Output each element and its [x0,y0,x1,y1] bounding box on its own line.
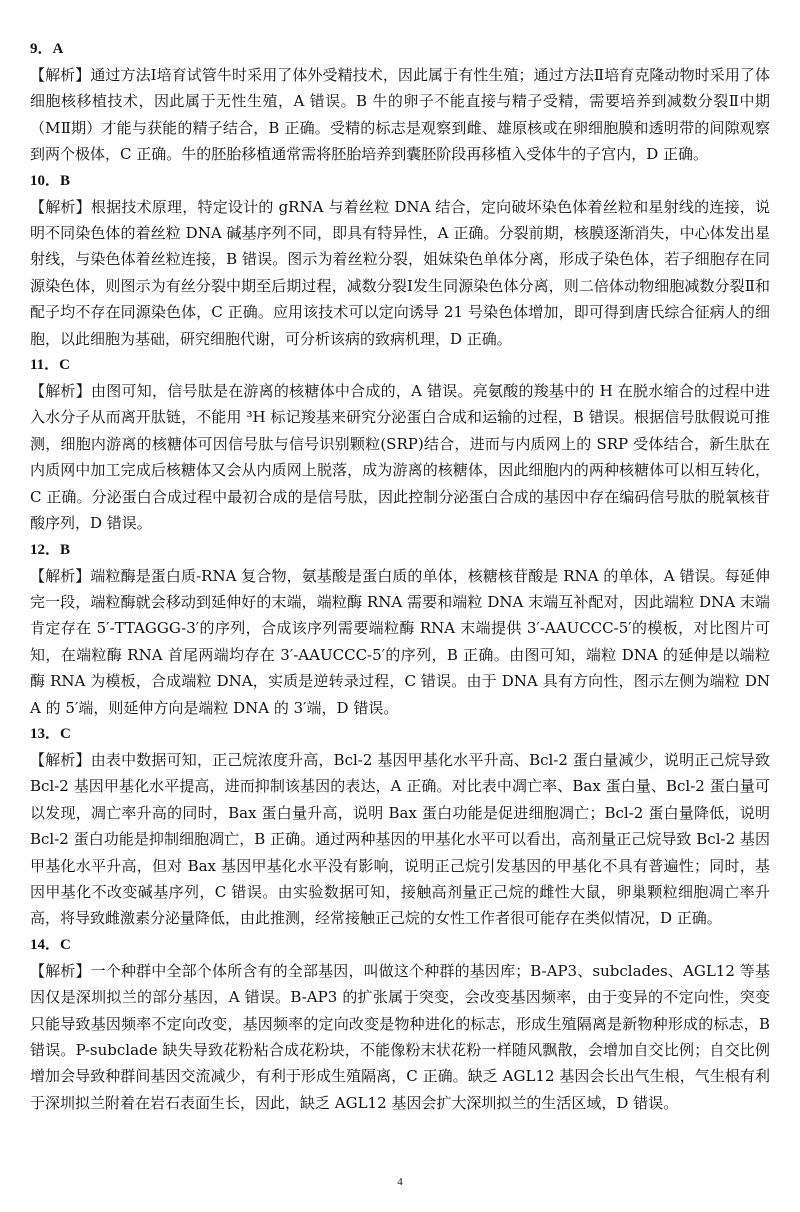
analysis-tag: 【解析】 [30,750,91,769]
explanation [30,378,770,536]
analysis-tag: 【解析】 [30,66,91,84]
answer-page [30,36,770,1116]
explanation [30,747,770,932]
answer-item-11 [30,352,770,536]
analysis-tag: 【解析】 [30,566,91,585]
explanation [30,958,770,1116]
question-number: 11．C [30,357,71,374]
analysis-tag: 【解析】 [30,961,91,980]
explanation [30,563,770,721]
answer-item-12 [30,537,770,721]
explanation-text: 一个种群中全部个体所含有的全部基因，叫做这个种群的基因库；B-AP3、subclades、AGL12 等基因仅是深圳拟兰的部分基因，A 错误。B-AP3 的扩张属于突变，会改变基因频率，由于变异的不定向性，突变只能导致基因频率不定向改变，基因频率的定向改变是物种进化的标志，形成生殖隔离是新物种形成的标志，B 错误。P-subclade 缺失导致花粉粘合成花粉块，不能像粉末状花粉一样随风飘散，会增加自交比例；自交比例增加会导致种群间基因交流减少，有利于形成生殖隔离，C 正确。缺乏 AGL12 基因会长出气生根，气生根有利于深圳拟兰附着在岩石表面生长，因此，缺乏 AGL12 基因会扩大深圳拟兰的生活区域，D 错误。 [30,961,770,1112]
analysis-tag: 【解析】 [30,197,91,216]
explanation-text: 端粒酶是蛋白质-RNA 复合物，氨基酸是蛋白质的单体，核糖核苷酸是 RNA 的单体，A 错误。每延伸完一段，端粒酶就会移动到延伸好的末端，端粒酶 RNA 需要和端粒 DNA 末端互补配对，因此端粒 DNA 末端肯定存在 5′-TTAGGG-3′的序列，合成该序列需要端粒酶 RNA 末端提供 3′-AAUCCC-5′的模板，对比图片可知，在端粒酶 RNA 首尾两端均存在 3′-AAUCCC-5′的序列，B 正确。由图可知，端粒 DNA 的延伸是以端粒酶 RNA 为模板，合成端粒 DNA，实质是逆转录过程，C 错误。由于 DNA 具有方向性，图示左侧为端粒 DNA 的 5′端，则延伸方向是端粒 DNA 的 3′端，D 错误。 [30,566,770,717]
question-number: 9．A [30,41,64,57]
analysis-tag: 【解析】 [30,382,91,401]
question-number: 12．B [30,541,71,558]
explanation-text: 由图可知，信号肽是在游离的核糖体中合成的，A 错误。亮氨酸的羧基中的 H 在脱水缩合的过程中进入水分子从而离开肽链，不能用 ³H 标记羧基来研究分泌蛋白合成和运输的过程，B 错误。根据信号肽假说可推测，细胞内游离的核糖体可因信号肽与信号识别颗粒(SRP)结合，进而与内质网上的 SRP 受体结合，新生肽在内质网中加工完成后核糖体又会从内质网上脱落，成为游离的核糖体，因此细胞内的两种核糖体可以相互转化，C 正确。分泌蛋白合成过程中最初合成的是信号肽，因此控制分泌蛋白合成的基因中存在编码信号肽的脱氧核苷酸序列，D 错误。 [30,382,770,533]
answer-item-14 [30,932,770,1116]
question-number: 13．C [30,725,71,742]
answer-item-10 [30,168,770,352]
answer-item-13 [30,721,770,932]
explanation-text: 根据技术原理，特定设计的 gRNA 与着丝粒 DNA 结合，定向破坏染色体着丝粒和星射线的连接，说明不同染色体的着丝粒 DNA 碱基序列不同，即具有特异性，A 正确。分裂前期，核膜逐渐消失，中心体发出星射线，与染色体着丝粒连接，B 错误。图示为着丝粒分裂，姐妹染色单体分离，形成子染色体，若子细胞存在同源染色体，则图示为有丝分裂中期至后期过程，减数分裂Ⅰ发生同源染色体分离，则二倍体动物细胞减数分裂Ⅱ和配子均不存在同源染色体，C 正确。应用该技术可以定向诱导 21 号染色体增加，即可得到唐氏综合征病人的细胞，以此细胞为基础，研究细胞代谢，可分析该病的致病机理，D 正确。 [30,197,770,348]
question-number: 14．C [30,936,71,953]
explanation [30,194,770,352]
answer-item-9 [30,36,770,168]
explanation-text: 通过方法Ⅰ培育试管牛时采用了体外受精技术，因此属于有性生殖；通过方法Ⅱ培育克隆动物时采用了体细胞核移植技术，因此属于无性生殖，A 错误。B 牛的卵子不能直接与精子受精，需要培养到减数分裂Ⅱ中期（MⅡ期）才能与获能的精子结合，B 正确。受精的标志是观察到雌、雄原核或在卵细胞膜和透明带的间隙观察到两个极体，C 正确。牛的胚胎移植通常需将胚胎培养到囊胚阶段再移植入受体牛的子宫内，D 正确。 [30,66,770,164]
explanation-text: 由表中数据可知，正己烷浓度升高，Bcl-2 基因甲基化水平升高、Bcl-2 蛋白量减少，说明正己烷导致 Bcl-2 基因甲基化水平提高，进而抑制该基因的表达，A 正确。对比表中凋亡率、Bax 蛋白量、Bcl-2 蛋白量可以发现，凋亡率升高的同时，Bax 蛋白量升高，说明 Bax 蛋白功能是促进细胞凋亡；Bcl-2 蛋白量降低，说明 Bcl-2 蛋白功能是抑制细胞凋亡，B 正确。通过两种基因的甲基化水平可以看出，高剂量正己烷导致 Bcl-2 基因甲基化水平升高，但对 Bax 基因甲基化水平没有影响，说明正己烷引发基因的甲基化不具有普遍性；同时，基因甲基化不改变碱基序列，C 错误。由实验数据可知，接触高剂量正己烷的雌性大鼠，卵巢颗粒细胞凋亡率升高，将导致雌激素分泌量降低，由此推测，经常接触正己烷的女性工作者很可能存在类似情况，D 正确。 [30,750,770,928]
page-number: 4 [397,1176,403,1188]
explanation [30,62,770,168]
question-number: 10．B [30,172,71,189]
